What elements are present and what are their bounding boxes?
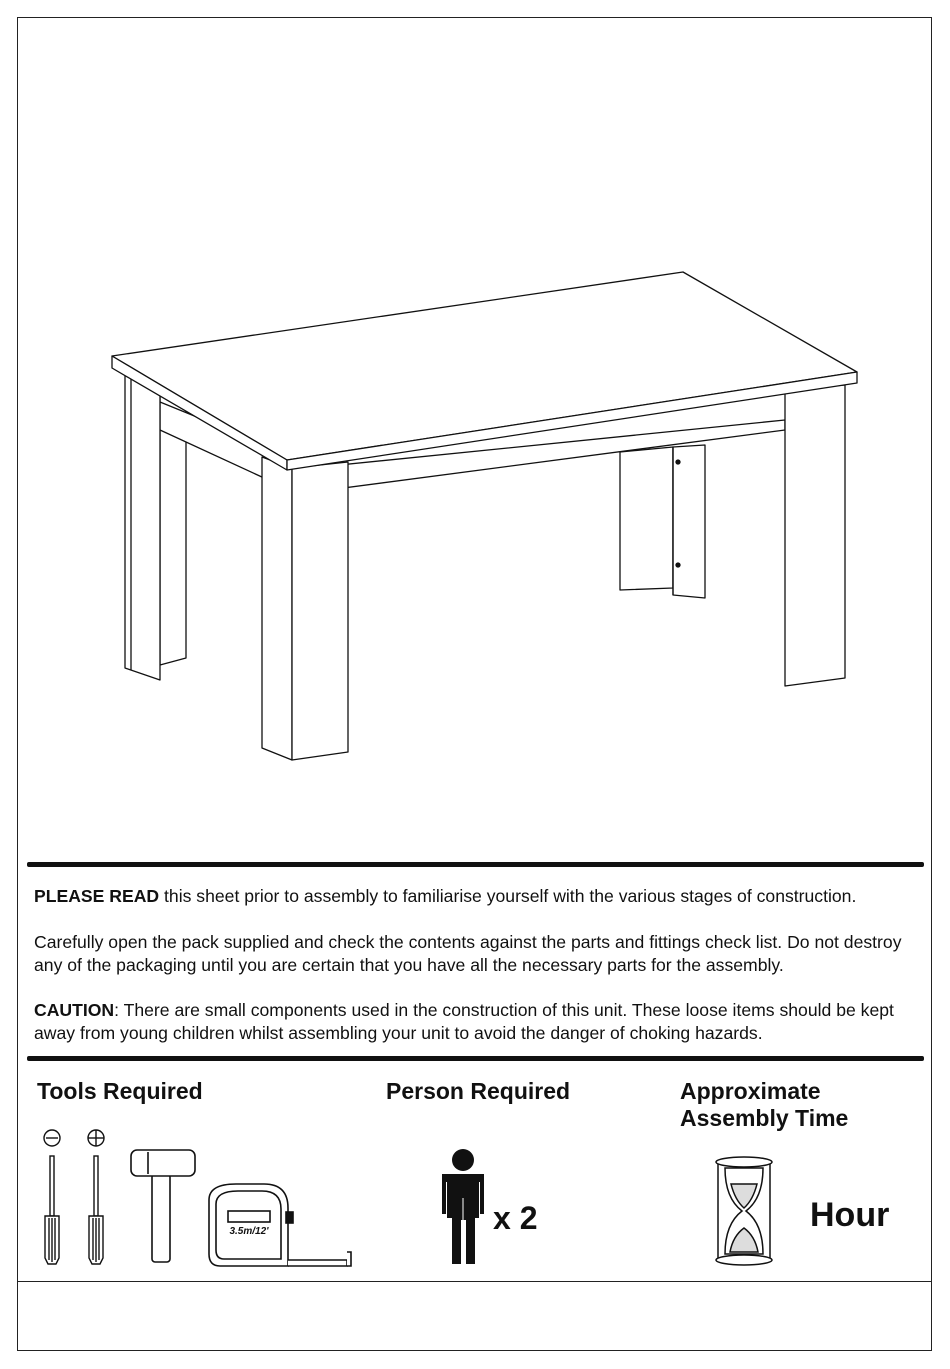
tape-measure-icon xyxy=(206,1180,356,1270)
person-required-heading: Person Required xyxy=(386,1078,571,1104)
person-icon xyxy=(438,1148,488,1266)
please-read-text: this sheet prior to assembly to familiarise yourself with the various stages of construction. xyxy=(159,886,857,906)
tape-measure-label: 3.5m/12' xyxy=(229,1226,269,1237)
caution-label: CAUTION xyxy=(34,1000,115,1020)
caution-paragraph xyxy=(34,999,914,1045)
assembly-time-heading xyxy=(680,1078,848,1132)
assembly-time-heading-line1: Approximate xyxy=(680,1078,821,1104)
please-read-label: PLEASE READ xyxy=(34,886,160,906)
top-divider-rule xyxy=(27,862,924,867)
assembly-time-heading-line2: Assembly Time xyxy=(680,1105,849,1131)
tools-required-heading: Tools Required xyxy=(37,1078,203,1104)
assembly-time-value: Hour xyxy=(810,1196,890,1234)
phillips-screwdriver-icon xyxy=(84,1128,108,1268)
dining-table-illustration xyxy=(100,260,870,770)
hourglass-icon xyxy=(713,1156,775,1266)
person-count: x 2 xyxy=(493,1200,538,1236)
bottom-divider-rule xyxy=(27,1056,924,1061)
check-contents-paragraph: Carefully open the pack supplied and check the contents against the parts and fittings check list. Do not destroy any of the packaging until you are certain that you have all the necessary parts for the assembly. xyxy=(34,932,902,975)
flathead-screwdriver-icon xyxy=(40,1128,64,1268)
footer-divider xyxy=(17,1281,932,1282)
caution-text: : There are small components used in the construction of this unit. These loose items should be kept away from young children whilst assembling your unit to avoid the danger of choking hazards. xyxy=(34,1000,894,1043)
hammer-icon xyxy=(128,1146,200,1266)
please-read-paragraph xyxy=(34,885,914,908)
